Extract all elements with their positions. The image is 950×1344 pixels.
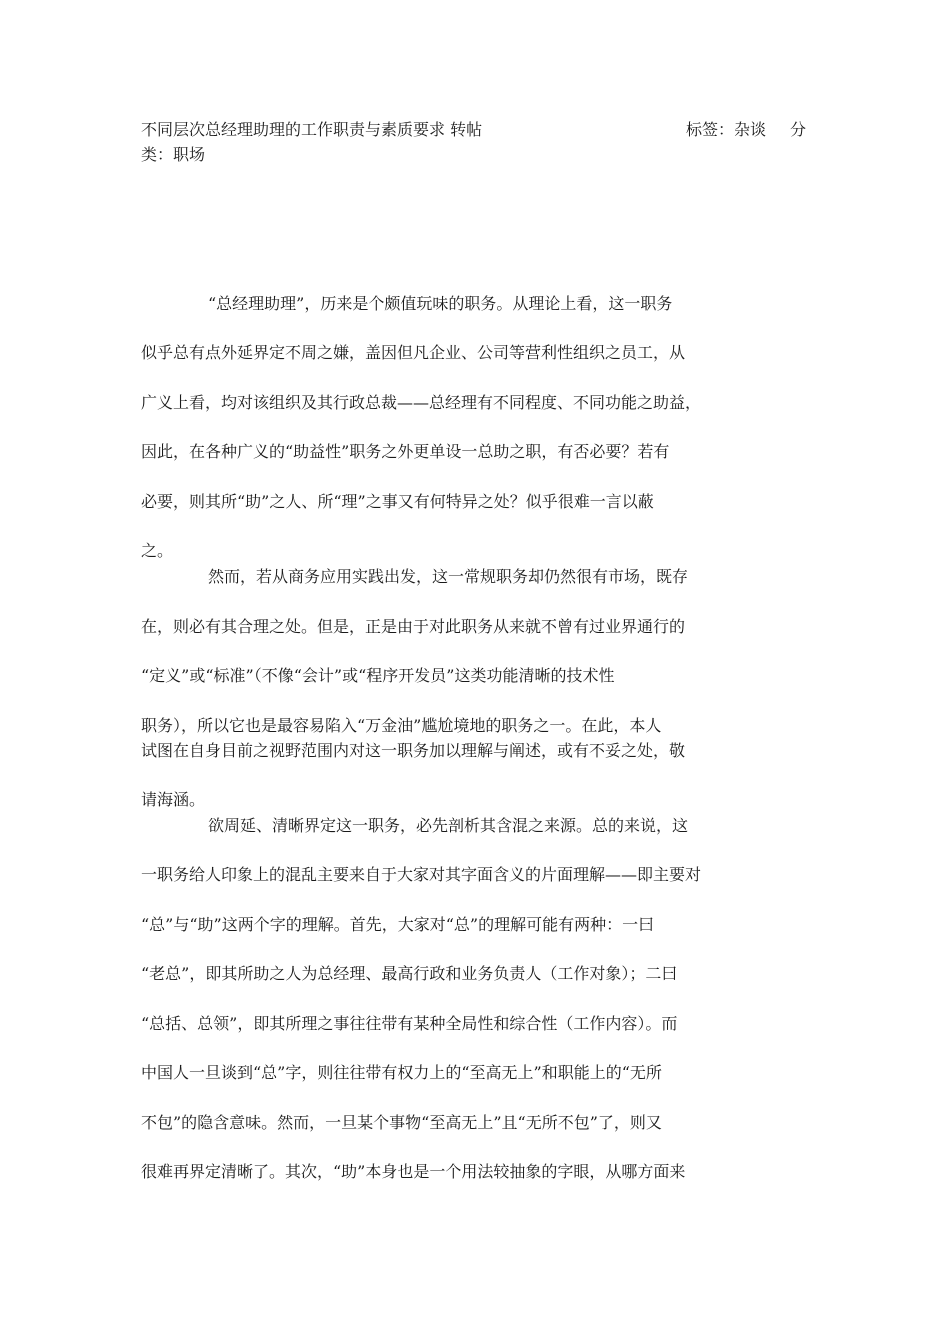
paragraph-line: 然而，若从商务应用实践出发，这一常规职务却仍然很有市场，既存 xyxy=(208,567,689,586)
tag-label: 标签：杂谈 xyxy=(686,120,767,139)
paragraph-line: 中国人一旦谈到“总”字，则往往带有权力上的“至高无上”和职能上的“无所 xyxy=(141,1063,662,1082)
paragraph-line: 之。 xyxy=(141,541,174,560)
paragraph-line: “总括、总领”，即其所理之事往往带有某种全局性和综合性（工作内容）。而 xyxy=(141,1014,678,1033)
paragraph-line: 请海涵。 xyxy=(141,790,206,809)
paragraph-line: 职务），所以它也是最容易陷入“万金油”尴尬境地的职务之一。在此，本人 xyxy=(141,716,662,735)
post-title: 不同层次总经理助理的工作职责与素质要求 转帖 xyxy=(141,120,483,139)
paragraph-line: 不包”的隐含意味。然而，一旦某个事物“至高无上”且“无所不包”了，则又 xyxy=(141,1113,662,1132)
paragraph-line: “定义”或“标准”（不像“会计”或“程序开发员”这类功能清晰的技术性 xyxy=(141,666,615,685)
paragraph-line: 很难再界定清晰了。其次，“助”本身也是一个用法较抽象的字眼，从哪方面来 xyxy=(141,1162,686,1181)
paragraph-line: 广义上看，均对该组织及其行政总裁——总经理有不同程度、不同功能之助益， xyxy=(141,393,702,412)
paragraph-line: “总经理助理”，历来是个颇值玩味的职务。从理论上看，这一职务 xyxy=(208,294,673,313)
paragraph-line: 欲周延、清晰界定这一职务，必先剖析其含混之来源。总的来说，这 xyxy=(208,816,689,835)
paragraph-line: 必要，则其所“助”之人、所“理”之事又有何特异之处？似乎很难一言以蔽 xyxy=(141,492,654,511)
paragraph-line: 在，则必有其合理之处。但是，正是由于对此职务从来就不曾有过业界通行的 xyxy=(141,617,686,636)
category-label-start: 分 xyxy=(790,120,807,139)
paragraph-line: 似乎总有点外延界定不周之嫌，盖因但凡企业、公司等营利性组织之员工，从 xyxy=(141,343,686,362)
paragraph-line: 试图在自身目前之视野范围内对这一职务加以理解与阐述，或有不妥之处，敬 xyxy=(141,741,686,760)
paragraph-line: 因此，在各种广义的“助益性”职务之外更单设一总助之职，有否必要？若有 xyxy=(141,442,670,461)
tag-category-row xyxy=(686,120,806,140)
paragraph-line: “老总”，即其所助之人为总经理、最高行政和业务负责人（工作对象）；二曰 xyxy=(141,964,678,983)
paragraph-line: “总”与“助”这两个字的理解。首先，大家对“总”的理解可能有两种：一曰 xyxy=(141,915,655,934)
category-label: 类：职场 xyxy=(141,145,206,164)
paragraph-line: 一职务给人印象上的混乱主要来自于大家对其字面含义的片面理解——即主要对 xyxy=(141,865,702,884)
